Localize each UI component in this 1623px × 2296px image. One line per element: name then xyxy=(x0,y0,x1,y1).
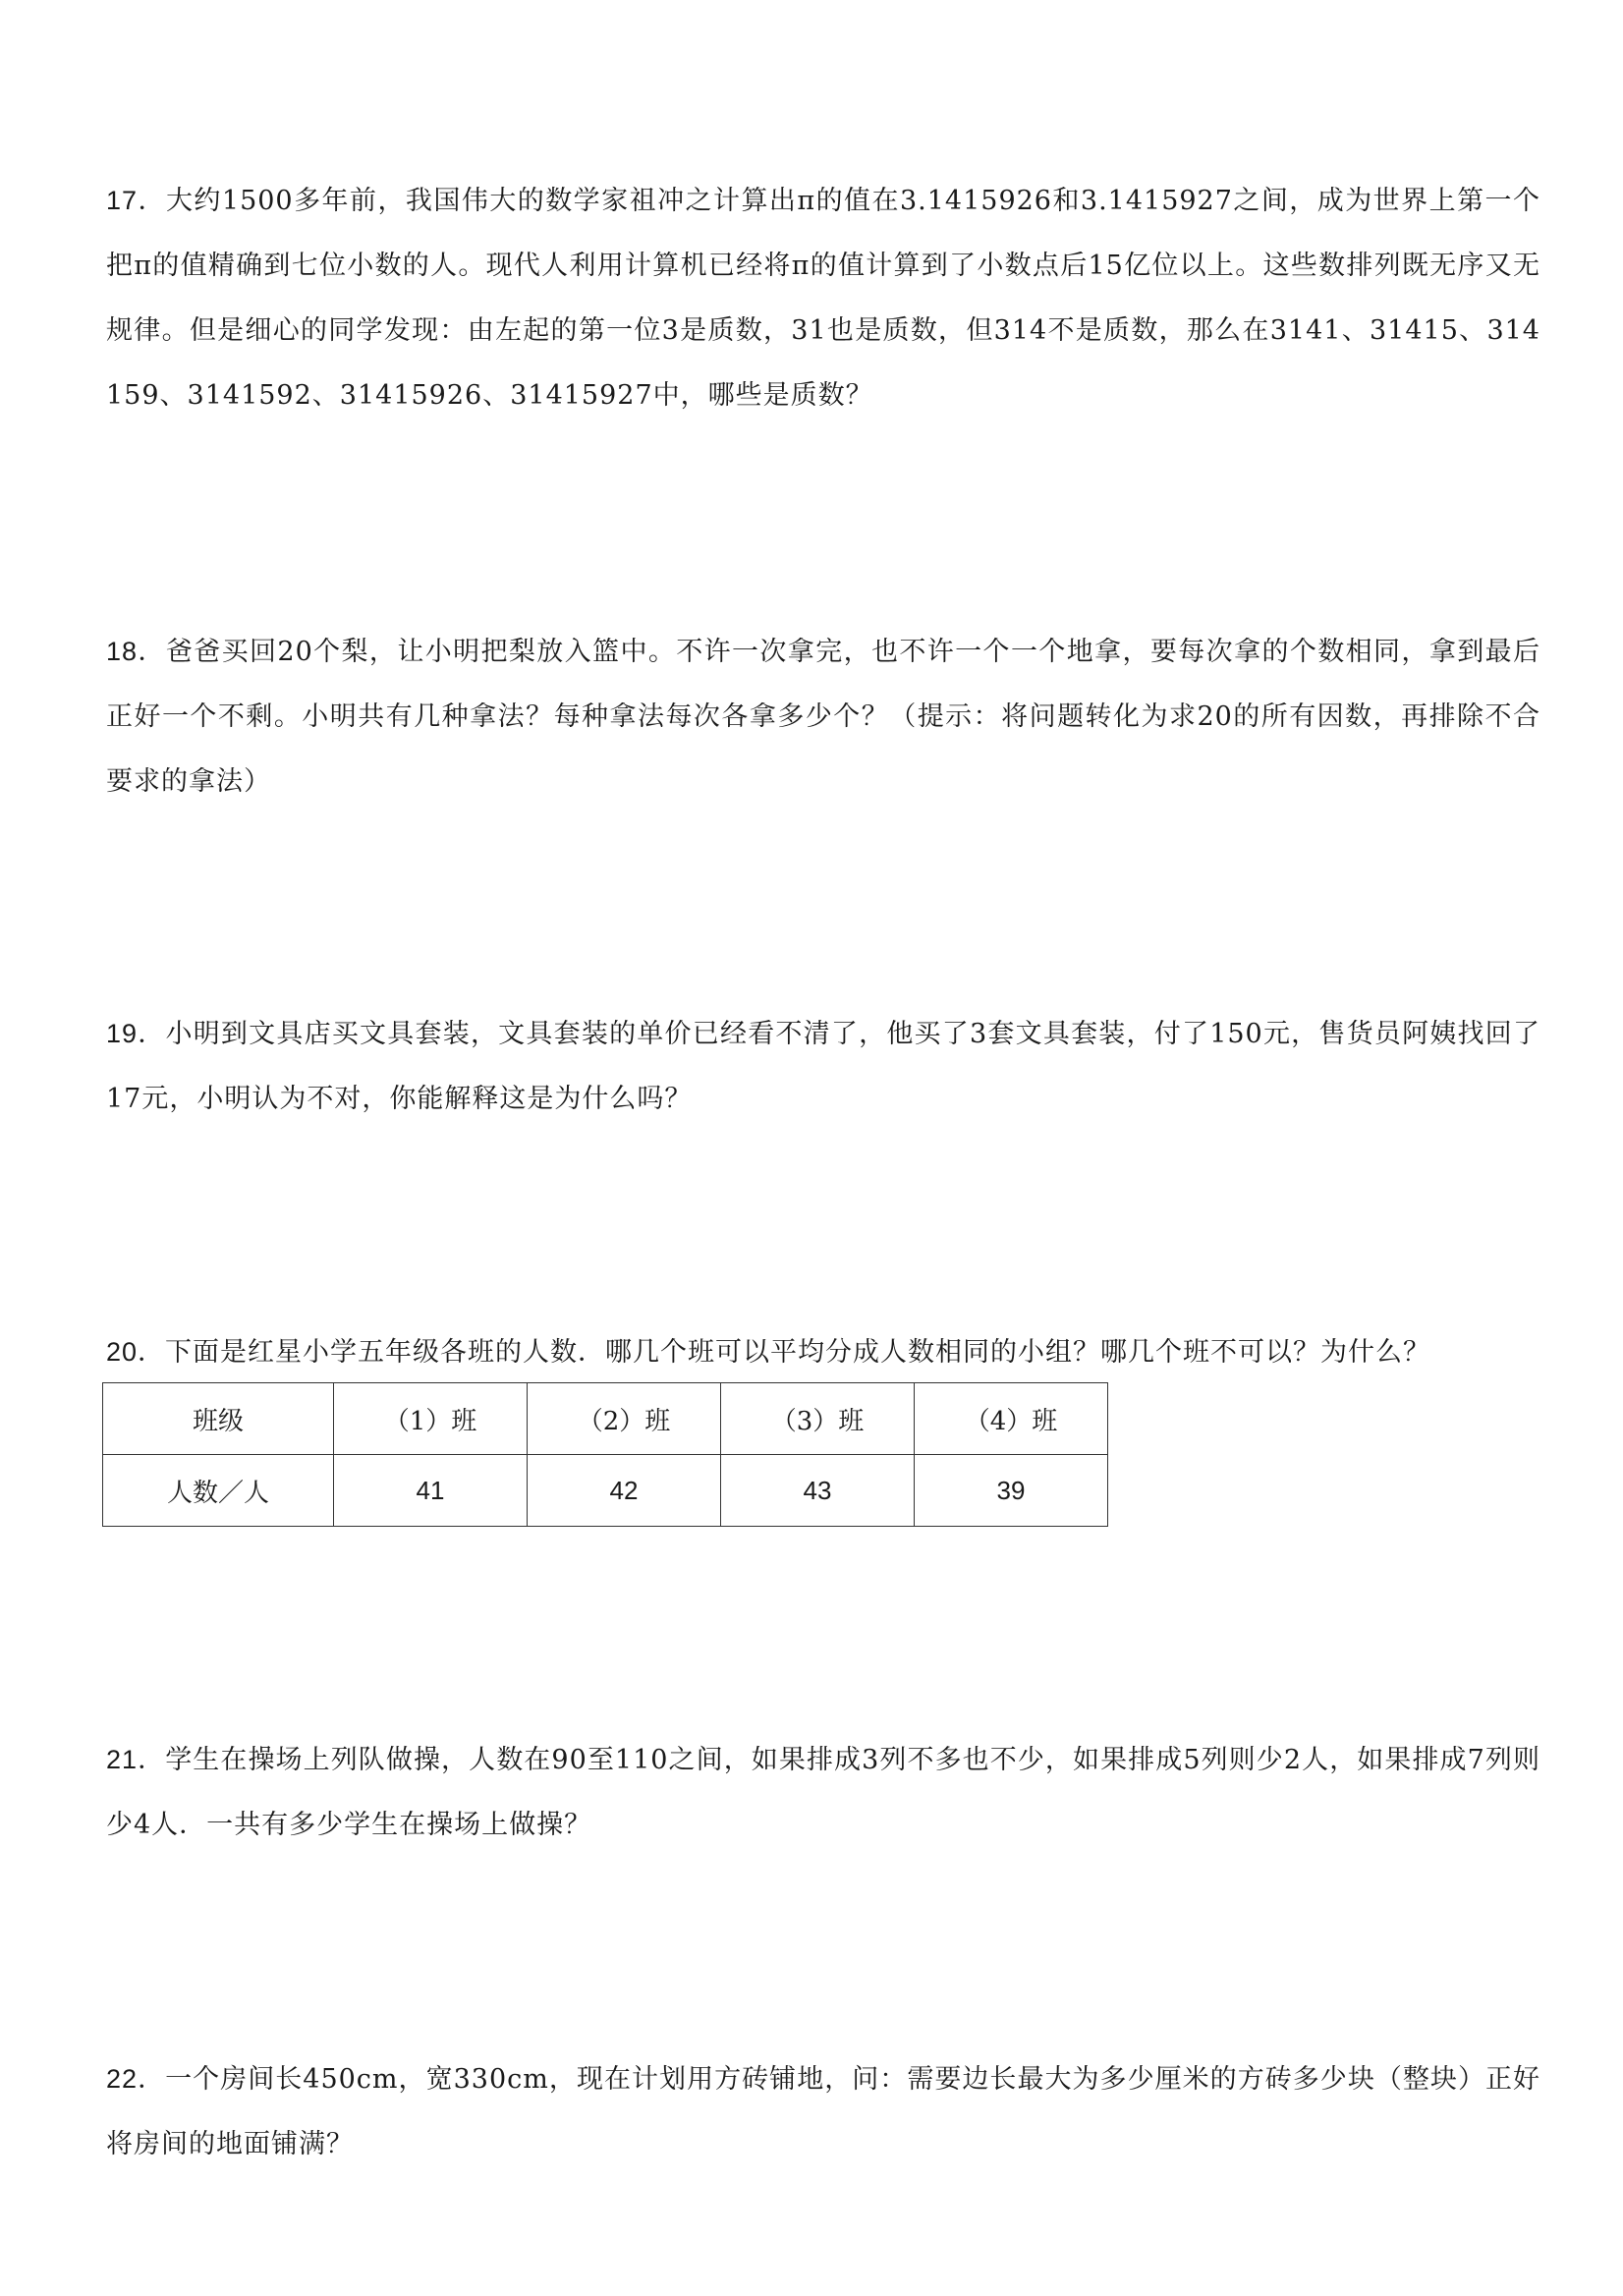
question-22 xyxy=(106,2046,1540,2177)
question-text: 下面是红星小学五年级各班的人数．哪几个班可以平均分成人数相同的小组？哪几个班不可以？为什么？ xyxy=(165,1337,1431,1368)
question-text: 大约1500多年前，我国伟大的数学家祖冲之计算出π的值在3.1415926和3.1415927之间，成为世界上第一个把π的值精确到七位小数的人。现代人利用计算机已经将π的值计算到了小数点后15亿位以上。这些数排列既无序又无规律。但是细心的同学发现：由左起的第一位3是质数，31也是质数，但314不是质数，那么在3141、31415、314159、3141592、31415926、31415927中，哪些是质数？ xyxy=(106,186,1540,411)
question-number: 18． xyxy=(106,637,166,666)
question-text: 小明到文具店买文具套装，文具套装的单价已经看不清了，他买了3套文具套装，付了150元，售货员阿姨找回了17元，小明认为不对，你能解释这是为什么吗？ xyxy=(106,1019,1540,1114)
question-number: 20． xyxy=(106,1337,166,1367)
table-cell: 43 xyxy=(721,1455,915,1527)
table-row xyxy=(103,1455,1108,1527)
question-text: 学生在操场上列队做操，人数在90至110之间，如果排成3列不多也不少，如果排成5列则少2人，如果排成7列则少4人．一共有多少学生在操场上做操？ xyxy=(106,1745,1540,1840)
question-number: 17． xyxy=(106,186,166,215)
question-text: 一个房间长450cm，宽330cm，现在计划用方砖铺地，问：需要边长最大为多少厘米的方砖多少块（整块）正好将房间的地面铺满？ xyxy=(106,2064,1540,2159)
question-number: 19． xyxy=(106,1019,166,1048)
table-cell: 39 xyxy=(915,1455,1108,1527)
question-number: 22． xyxy=(106,2064,166,2094)
table-header-cell: （1）班 xyxy=(334,1383,528,1455)
question-21 xyxy=(106,1727,1540,1858)
question-17 xyxy=(106,168,1540,428)
question-20 xyxy=(106,1319,1540,1385)
table-header-cell: 班级 xyxy=(103,1383,334,1455)
question-19 xyxy=(106,1001,1540,1132)
table-header-row xyxy=(103,1383,1108,1455)
table-row-label: 人数／人 xyxy=(103,1455,334,1527)
table-cell: 42 xyxy=(528,1455,721,1527)
class-size-table xyxy=(102,1382,1108,1527)
question-text: 爸爸买回20个梨，让小明把梨放入篮中。不许一次拿完，也不许一个一个地拿，要每次拿的个数相同，拿到最后正好一个不剩。小明共有几种拿法？每种拿法每次各拿多少个？（提示：将问题转化为求20的所有因数，再排除不合要求的拿法） xyxy=(106,637,1540,797)
table-cell: 41 xyxy=(334,1455,528,1527)
question-18 xyxy=(106,619,1540,814)
question-number: 21． xyxy=(106,1745,166,1774)
table-header-cell: （3）班 xyxy=(721,1383,915,1455)
table-header-cell: （4）班 xyxy=(915,1383,1108,1455)
table-header-cell: （2）班 xyxy=(528,1383,721,1455)
